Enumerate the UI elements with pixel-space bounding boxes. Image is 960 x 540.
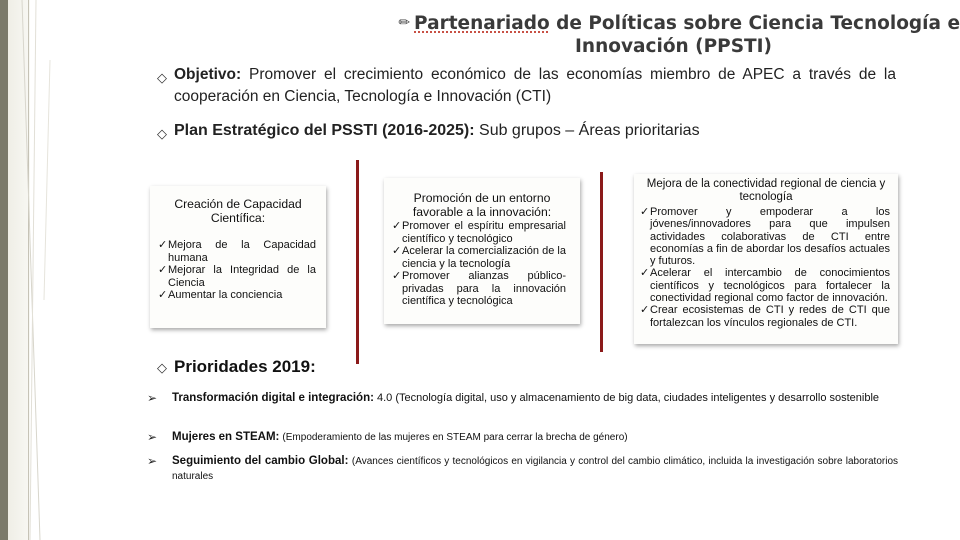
diamond-outline-icon: ◇ [157,360,167,375]
diamond-outline-icon: ◇ [157,126,167,141]
list-item: ✓ Crear ecosistemas de CTI y redes de CTI que fortalezcan los vínculos regionales de CTI. [640,304,890,329]
area-box-innovacion [384,178,580,324]
plan-text: Sub grupos – Áreas prioritarias [479,122,700,139]
list-item: ✓ Acelerar el intercambio de conocimientos científicos y tecnológicos para fortalecer la conectividad regional como factor de innovación. [640,267,890,305]
pencil-icon: ✏ [398,15,411,31]
priority-label: Seguimiento del cambio Global: [172,455,349,467]
check-icon: ✓ [640,267,650,280]
arrowhead-icon: ➢ [147,430,158,444]
title-line1-rest: de Políticas sobre Ciencia Tecnología e [549,13,960,34]
separator-line [356,160,359,364]
list-item: ✓ Acelerar la comercialización de la ciencia y la tecnología [392,245,566,270]
arrowhead-icon: ➢ [147,454,158,468]
objetivo-paragraph [174,64,896,108]
separator-line [600,172,603,352]
decorative-lines [0,0,70,540]
list-item: ✓ Mejora de la Capacidad humana [158,239,316,264]
box-title: Creación de Capacidad Científica: [174,197,302,225]
box-title: Mejora de la conectividad regional de ciencia y tecnología [646,178,886,203]
title-first-word: Partenariado [414,13,550,34]
priority-item [172,454,898,484]
priority-text: 4.0 (Tecnología digital, uso y almacenamiento de big data, ciudades inteligentes y desarrollo sostenible [377,392,880,404]
arrowhead-icon: ➢ [147,391,158,405]
priority-text: (Avances científicos y tecnológicos en vigilancia y control del cambio climático, incluida la investigación sobre laboratorios naturales [172,456,899,482]
box-list [158,239,316,302]
box-list [392,220,566,308]
check-icon: ✓ [392,270,402,282]
priority-item [172,430,898,445]
list-item: ✓ Promover alianzas público-privadas para la innovación científica y tecnológica [392,270,566,307]
priority-text: (Empoderamiento de las mujeres en STEAM para cerrar la brecha de género) [282,432,628,443]
slide-title [360,12,960,58]
objetivo-label: Objetivo: [174,66,242,83]
title-line2: Innovación (PPSTI) [575,36,772,57]
check-icon: ✓ [640,206,650,218]
priority-label: Transformación digital e integración: [172,392,374,404]
list-item: ✓ Promover y empoderar a los jóvenes/innovadores para que impulsen actividades colaborativas de CTI entre economías a fin de abordar los desafíos actuales y futuros. [640,206,890,268]
plan-paragraph [174,120,896,142]
list-item: ✓ Aumentar la conciencia [158,289,283,301]
check-icon: ✓ [158,289,168,301]
prioridades-heading: Prioridades 2019: [174,357,316,376]
list-item: ✓ Mejorar la Integridad de la Ciencia [158,264,316,289]
priority-item [172,391,898,405]
box-title: Promoción de un entorno favorable a la innovación: [412,191,552,219]
priority-label: Mujeres en STEAM: [172,431,280,443]
plan-label: Plan Estratégico del PSSTI (2016-2025): [174,122,475,139]
check-icon: ✓ [158,239,168,251]
check-icon: ✓ [640,304,650,317]
list-item: ✓ Promover el espíritu empresarial científico y tecnológico [392,220,566,245]
box-list [640,206,890,329]
check-icon: ✓ [392,245,402,257]
objetivo-text: Promover el crecimiento económico de las economías miembro de APEC a través de la cooperación en Ciencia, Tecnología e Innovación (CTI) [174,66,896,105]
check-icon: ✓ [392,220,402,232]
diamond-outline-icon: ◇ [157,70,167,85]
area-box-conectividad [634,174,898,344]
area-box-capacidad [150,186,326,328]
check-icon: ✓ [158,264,168,276]
